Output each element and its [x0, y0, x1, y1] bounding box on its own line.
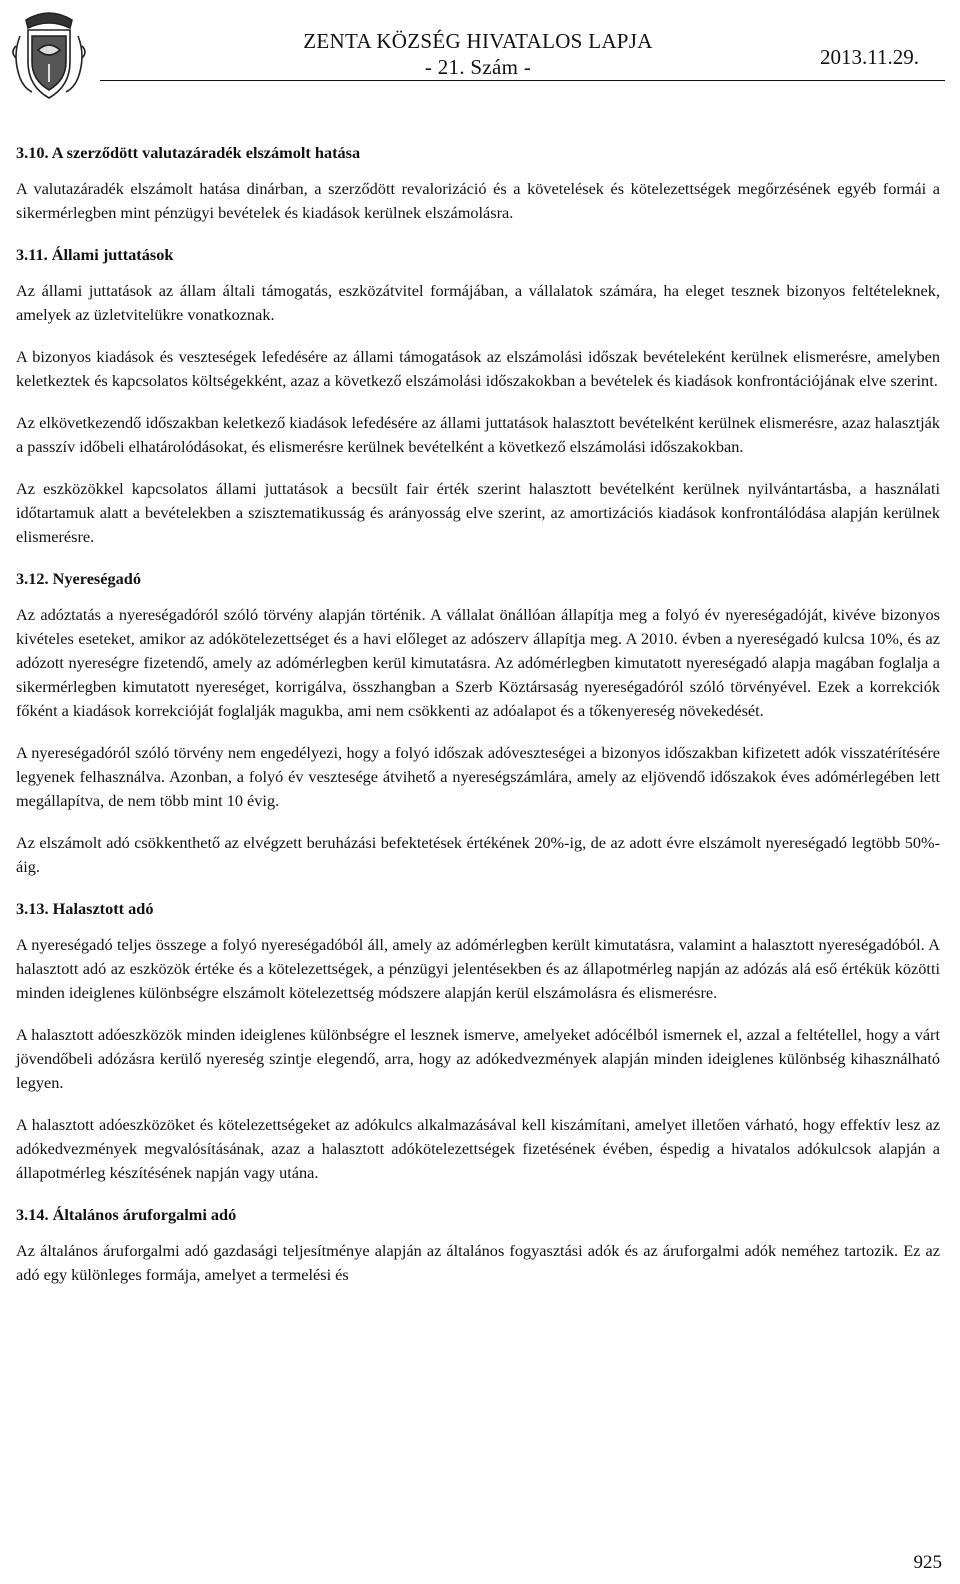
- paragraph: Az adóztatás a nyereségadóról szóló törvény alapján történik. A vállalat önállóan állapítja meg a folyó év nyereségadóját, kivéve bizonyos kivételes eseteket, amikor az adókötelezettséget és a havi előleget az adószerv állapítja meg. A 2010. évben a nyereségadó kulcsa 10%, és az adózott nyereségre fizetendő, amely az adómérlegben kerül kimutatásra. Az adómérlegben kimutatott nyereségadó alapja magában foglalja a sikermérlegben kimutatott nyereséget, korrigálva, összhangban a Szerb Köztársaság nyereségadóról szóló törvényével. Ezek a korrekciók főként a kiadások korrekcióját foglalják magukba, ami nem csökkenti az adóalapot és a tőkenyereség növekedését.: [16, 605, 940, 720]
- paragraph: Az állami juttatások az állam általi támogatás, eszközátvitel formájában, a vállalatok számára, ha eleget tesznek bizonyos feltételeknek, amelyek az üzletvitelükre vonatkoznak.: [16, 281, 940, 324]
- paragraph: A nyereségadóról szóló törvény nem engedélyezi, hogy a folyó időszak adóveszteségei a bizonyos időszakban kifizetett adók visszatérítésére legyenek felhasználva. Azonban, a folyó év vesztesége átvihető a nyereségszámlára, amely az eljövendő időszakok éves adómérlegében lett megállapítva, de nem több mint 10 évig.: [16, 743, 940, 810]
- paragraph: Az általános áruforgalmi adó gazdasági teljesítménye alapján az általános fogyasztási adók és az áruforgalmi adók neméhez tartozik. Ez az adó egy különleges formája, amelyet a termelési és: [16, 1241, 940, 1284]
- paragraph: Az elszámolt adó csökkenthető az elvégzett beruházási befektetések értékének 20%-ig, de az adott évre elszámolt nyereségadó legtöbb 50%-áig.: [16, 833, 940, 876]
- paragraph: A halasztott adóeszközök minden ideiglenes különbségre el lesznek ismerve, amelyeket adócélból ismernek el, azzal a feltétellel, hogy a várt jövendőbeli adózásra kerülő nyereség szintje elegendő, arra, hogy az adókedvezmények alapján minden ideiglenes különbség kihasználható legyen.: [16, 1025, 940, 1092]
- section-heading: 3.10. A szerződött valutazáradék elszámolt hatása: [16, 143, 361, 162]
- issue-date: 2013.11.29.: [820, 45, 919, 69]
- section-3-13: [16, 897, 940, 1185]
- document-body: [16, 141, 940, 1305]
- gazette-title: [278, 28, 678, 80]
- paragraph: A bizonyos kiadások és veszteségek lefedésére az állami támogatások az elszámolási időszak bevételeként kerülnek elismerésre, amelyben keletkeztek és kapcsolatos költségekként, azaz a következő elszámolási időszakokban a bevételek és kiadások konfrontációjának elve szerint.: [16, 347, 940, 390]
- gazette-issue-number: - 21. Szám -: [424, 55, 532, 79]
- page-number: 925: [913, 1552, 942, 1573]
- section-3-10: [16, 141, 940, 225]
- paragraph: A valutazáradék elszámolt hatása dinárban, a szerződött revalorizáció és a követelések és kötelezettségek megőrzésének egyéb formái a sikermérlegben mint pénzügyi bevételek és kiadások kerülnek elszámolásra.: [16, 179, 940, 222]
- section-3-12: [16, 567, 940, 879]
- paragraph: A halasztott adóeszközöket és kötelezettségeket az adókulcs alkalmazásával kell kiszámítani, amelyet illetően várható, hogy effektív lesz az adókedvezmények megvalósításának, azaz a halasztott adókötelezettségek fizetésének évében, éspedig a hivatalos adókulcsok alapján a állapotmérleg készítésének napján vagy utána.: [16, 1115, 940, 1182]
- section-heading: 3.14. Általános áruforgalmi adó: [16, 1205, 237, 1224]
- section-heading: 3.12. Nyereségadó: [16, 569, 141, 588]
- section-3-11: [16, 243, 940, 549]
- paragraph: Az elkövetkezendő időszakban keletkező kiadások lefedésére az állami juttatások halasztott bevételként kerülnek elismerésre, azaz halasztják a passzív időbeli elhatárolódásokat, és elismerésre kerülnek bevételként a következő elszámolási időszakokban.: [16, 413, 940, 456]
- gazette-title-line1: ZENTA KÖZSÉG HIVATALOS LAPJA: [303, 29, 653, 53]
- section-3-14: [16, 1203, 940, 1287]
- paragraph: A nyereségadó teljes összege a folyó nyereségadóból áll, amely az adómérlegben került kimutatásra, valamint a halasztott nyereségadóból. A halasztott adó az eszközök értéke és a kötelezettségek, a pénzügyi jelentésekben és az állapotmérleg napján az adózás alá eső értékük közötti minden ideiglenes különbségre elszámolt kötelezettség módszere alapján kerül elszámolásra és elismerésre.: [16, 935, 940, 1002]
- section-heading: 3.11. Állami juttatások: [16, 245, 174, 264]
- header-divider: [100, 80, 945, 81]
- coat-of-arms-icon: [8, 6, 90, 104]
- page-header: [0, 0, 960, 110]
- paragraph: Az eszközökkel kapcsolatos állami juttatások a becsült fair érték szerint halasztott bevételként kerülnek nyilvántartásba, a használati időtartamuk alatt a bevételekben a szisztematikusság és arányosság elve szerint, az amortizációs kiadások konfrontálódása alapján kerülnek elismerésre.: [16, 479, 940, 546]
- section-heading: 3.13. Halasztott adó: [16, 899, 154, 918]
